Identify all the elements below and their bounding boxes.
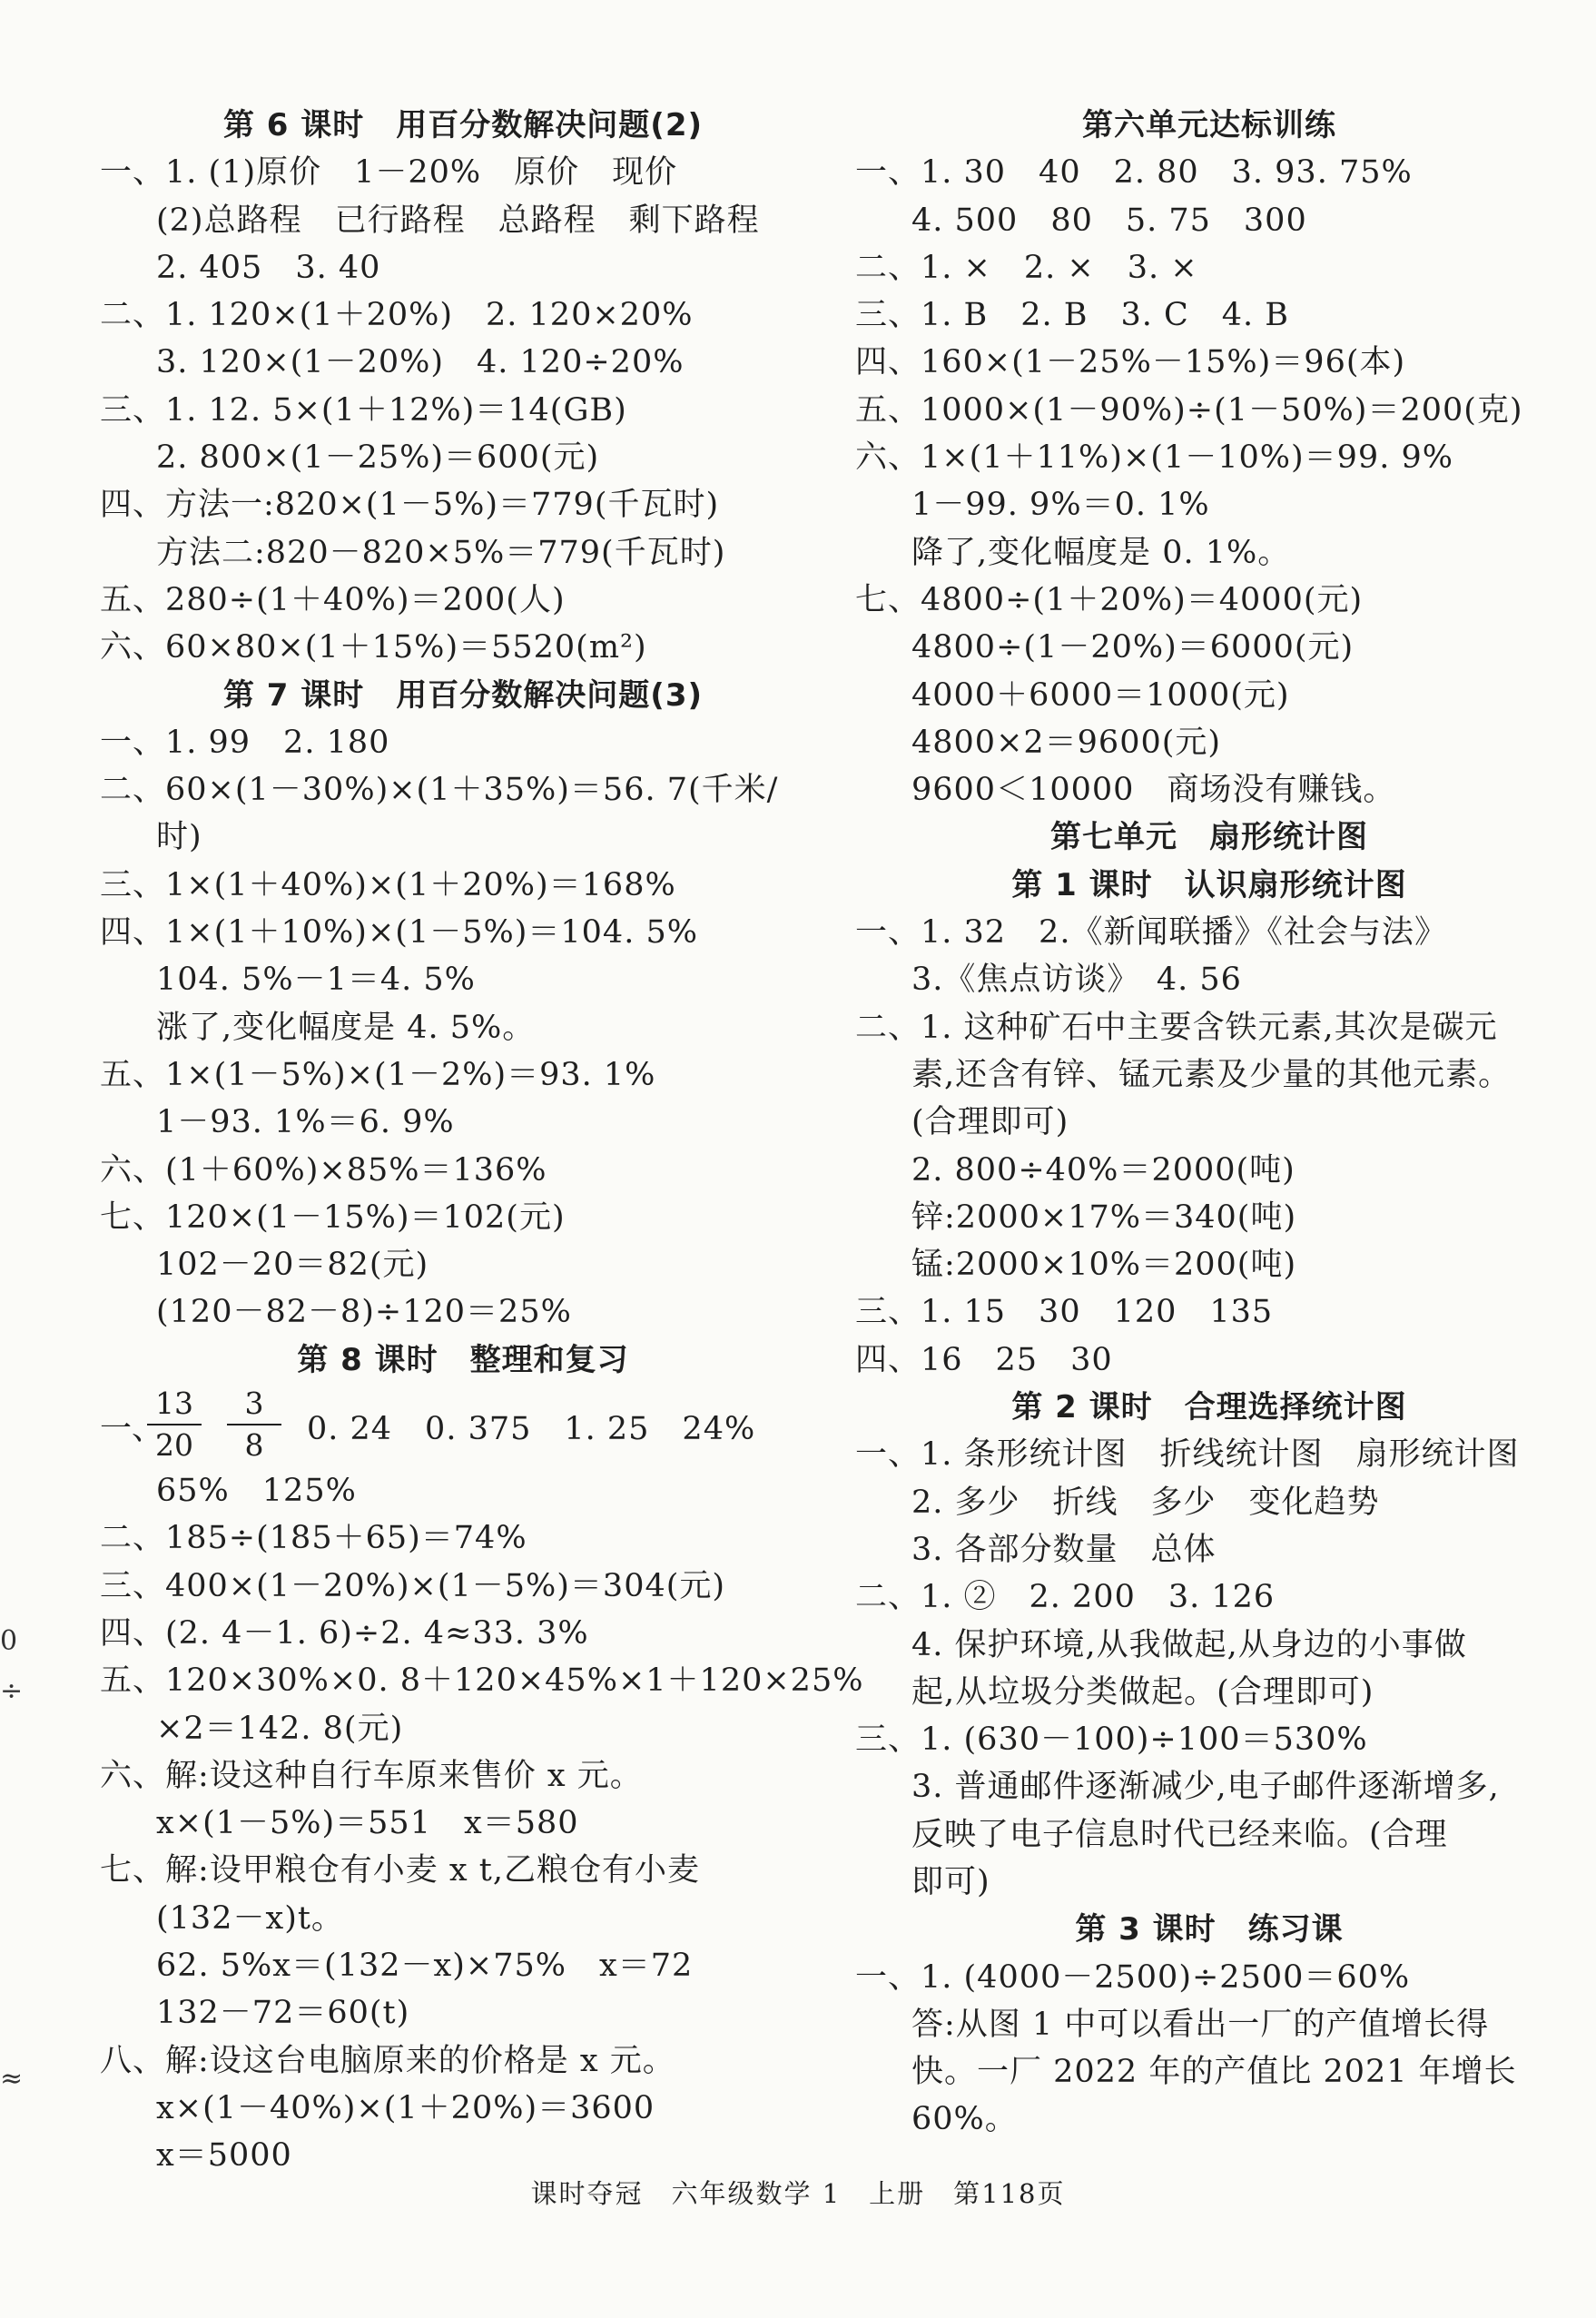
answer-line: 3. 120×(1－20%) 4. 120÷20% — [156, 344, 685, 381]
answer-line: 二、1. 这种矿石中主要含铁元素,其次是碳元 — [855, 1009, 1498, 1046]
fraction — [147, 1384, 202, 1465]
answer-line: 一、1. 条形统计图 折线统计图 扇形统计图 — [855, 1436, 1520, 1474]
answer-line: 答:从图 1 中可以看出一厂的产值增长得 — [911, 2006, 1490, 2043]
answer-line: 104. 5%－1＝4. 5% — [156, 962, 476, 999]
answer-line: 9600＜10000 商场没有赚钱。 — [911, 772, 1396, 809]
answer-text: 0. 24 0. 375 1. 25 24% — [307, 1411, 756, 1448]
denominator: 8 — [244, 1427, 264, 1464]
section-heading: 第七单元 扇形统计图 — [1050, 819, 1368, 856]
answer-line: 素,还含有锌、锰元素及少量的其他元素。 — [911, 1056, 1512, 1093]
answer-line: 二、185÷(185＋65)＝74% — [100, 1520, 527, 1557]
section-heading: 第六单元达标训练 — [1082, 107, 1336, 143]
answer-line: 一、1. (1)原价 1－20% 原价 现价 — [100, 154, 678, 192]
answer-line: 3. 普通邮件逐渐减少,电子邮件逐渐增多, — [911, 1769, 1500, 1806]
answer-line: 102－20＝82(元) — [156, 1247, 429, 1284]
answer-line: 4800×2＝9600(元) — [911, 724, 1222, 761]
answer-line: 一、1. (4000－2500)÷2500＝60% — [855, 1958, 1411, 1996]
section-heading: 第 6 课时 用百分数解决问题(2) — [222, 107, 704, 143]
answer-line: 五、1×(1－5%)×(1－2%)＝93. 1% — [100, 1056, 656, 1093]
answer-line: (132－x)t。 — [156, 1899, 344, 1937]
answer-line: ×2＝142. 8(元) — [156, 1710, 404, 1747]
answer-line: 四、方法一:820×(1－5%)＝779(千瓦时) — [100, 487, 720, 524]
answer-line: 一、1. 30 40 2. 80 3. 93. 75% — [855, 154, 1413, 192]
answer-line: 涨了,变化幅度是 4. 5%。 — [156, 1009, 536, 1046]
edge-mark: ≈ — [0, 2063, 24, 2095]
item-number: 一、 — [100, 1411, 164, 1448]
section-heading: 第 3 课时 练习课 — [1075, 1911, 1344, 1948]
answer-line: x×(1－5%)＝551 x＝580 — [156, 1805, 579, 1842]
answer-line: 七、解:设甲粮仓有小麦 x t,乙粮仓有小麦 — [100, 1852, 700, 1889]
numerator: 3 — [227, 1384, 281, 1425]
answer-line: (合理即可) — [911, 1104, 1069, 1141]
answer-line: 一、1. 99 2. 180 — [100, 724, 390, 761]
answer-line: x×(1－40%)×(1＋20%)＝3600 — [156, 2089, 655, 2126]
answer-line: 4. 保护环境,从我做起,从身边的小事做 — [911, 1626, 1467, 1663]
answer-line: 五、120×30%×0. 8＋120×45%×1＋120×25% — [100, 1662, 864, 1700]
answer-line: 七、4800÷(1＋20%)＝4000(元) — [855, 581, 1364, 618]
answer-line: 2. 800×(1－25%)＝600(元) — [156, 439, 600, 477]
answer-line: 三、1. (630－100)÷100＝530% — [855, 1721, 1368, 1759]
answer-line: 三、400×(1－20%)×(1－5%)＝304(元) — [100, 1567, 726, 1604]
answer-line: 三、1. B 2. B 3. C 4. B — [855, 297, 1290, 334]
answer-line: 一、1. 32 2.《新闻联播》《社会与法》 — [855, 914, 1447, 952]
answer-line: 二、1. ② 2. 200 3. 126 — [855, 1579, 1276, 1616]
answer-line: 方法二:820－820×5%＝779(千瓦时) — [156, 534, 726, 571]
answer-line: 八、解:设这台电脑原来的价格是 x 元。 — [100, 2042, 675, 2079]
answer-line: 4000＋6000＝1000(元) — [911, 676, 1290, 714]
page-footer: 课时夺冠 六年级数学 1 上册 第118页 — [530, 2178, 1066, 2209]
answer-line: 4. 500 80 5. 75 300 — [911, 202, 1307, 239]
numerator: 13 — [147, 1384, 202, 1425]
answer-line: 四、160×(1－25%－15%)＝96(本) — [855, 344, 1406, 381]
answer-line: 五、1000×(1－90%)÷(1－50%)＝200(克) — [855, 391, 1523, 429]
answer-line: 六、60×80×(1＋15%)＝5520(m²) — [100, 629, 647, 666]
answer-line: 起,从垃圾分类做起。(合理即可) — [911, 1673, 1374, 1711]
answer-line: 锌:2000×17%＝340(吨) — [911, 1198, 1297, 1236]
denominator: 20 — [155, 1427, 193, 1464]
answer-line: 反映了电子信息时代已经来临。(合理 — [911, 1816, 1448, 1853]
answer-line: (120－82－8)÷120＝25% — [156, 1294, 572, 1331]
answer-line: 4800÷(1－20%)＝6000(元) — [911, 629, 1355, 666]
answer-line: 六、解:设这种自行车原来售价 x 元。 — [100, 1757, 643, 1794]
answer-line: 四、16 25 30 — [855, 1341, 1113, 1378]
answer-line: 即可) — [911, 1863, 990, 1900]
section-heading: 第 1 课时 认识扇形统计图 — [1011, 866, 1407, 903]
fraction — [227, 1384, 281, 1465]
answer-line: 3. 各部分数量 总体 — [911, 1531, 1217, 1568]
answer-line: 1－99. 9%＝0. 1% — [911, 487, 1210, 524]
right-column — [855, 102, 1563, 2144]
answer-line: 六、(1＋60%)×85%＝136% — [100, 1151, 547, 1189]
answer-line: 四、(2. 4－1. 6)÷2. 4≈33. 3% — [100, 1614, 589, 1652]
answer-line: 1－93. 1%＝6. 9% — [156, 1104, 455, 1141]
left-column — [100, 102, 864, 2179]
answer-line: 降了,变化幅度是 0. 1%。 — [911, 534, 1291, 571]
answer-line: 二、60×(1－30%)×(1＋35%)＝56. 7(千米/ — [100, 772, 779, 809]
answer-line: 快。一厂 2022 年的产值比 2021 年增长 — [911, 2054, 1517, 2091]
answer-line: 二、1. 120×(1＋20%) 2. 120×20% — [100, 297, 694, 334]
answer-line: 四、1×(1＋10%)×(1－5%)＝104. 5% — [100, 914, 698, 952]
answer-line: 三、1×(1＋40%)×(1＋20%)＝168% — [100, 866, 676, 903]
answer-line: 2. 多少 折线 多少 变化趋势 — [911, 1484, 1380, 1521]
edge-mark: ÷ — [0, 1675, 24, 1707]
answer-line: 二、1. × 2. × 3. × — [855, 249, 1198, 286]
answer-line: 2. 405 3. 40 — [156, 249, 381, 286]
answer-line: 五、280÷(1＋40%)＝200(人) — [100, 581, 566, 618]
answer-line: 锰:2000×10%＝200(吨) — [911, 1247, 1297, 1284]
section-heading: 第 7 课时 用百分数解决问题(3) — [222, 676, 704, 714]
section-heading: 第 2 课时 合理选择统计图 — [1011, 1389, 1407, 1426]
answer-line: 132－72＝60(t) — [156, 1995, 410, 2032]
answer-line: 三、1. 12. 5×(1＋12%)＝14(GB) — [100, 391, 627, 429]
answer-line: (2)总路程 已行路程 总路程 剩下路程 — [156, 202, 760, 239]
answer-line: 三、1. 15 30 120 135 — [855, 1294, 1274, 1331]
answer-line: 时) — [156, 819, 202, 856]
answer-line: x＝5000 — [156, 2137, 292, 2175]
fraction-answer-line — [100, 1384, 826, 1467]
answer-line: 65% 125% — [156, 1473, 357, 1510]
edge-mark: 0 — [0, 1625, 18, 1657]
answer-line: 六、1×(1＋11%)×(1－10%)＝99. 9% — [855, 439, 1453, 477]
section-heading: 第 8 课时 整理和复习 — [297, 1341, 629, 1378]
answer-line: 2. 800÷40%＝2000(吨) — [911, 1151, 1296, 1189]
answer-line: 62. 5%x＝(132－x)×75% x＝72 — [156, 1947, 694, 1984]
answer-line: 七、120×(1－15%)＝102(元) — [100, 1198, 566, 1236]
answer-line: 3.《焦点访谈》 4. 56 — [911, 962, 1242, 999]
answer-line: 60%。 — [911, 2101, 1018, 2138]
